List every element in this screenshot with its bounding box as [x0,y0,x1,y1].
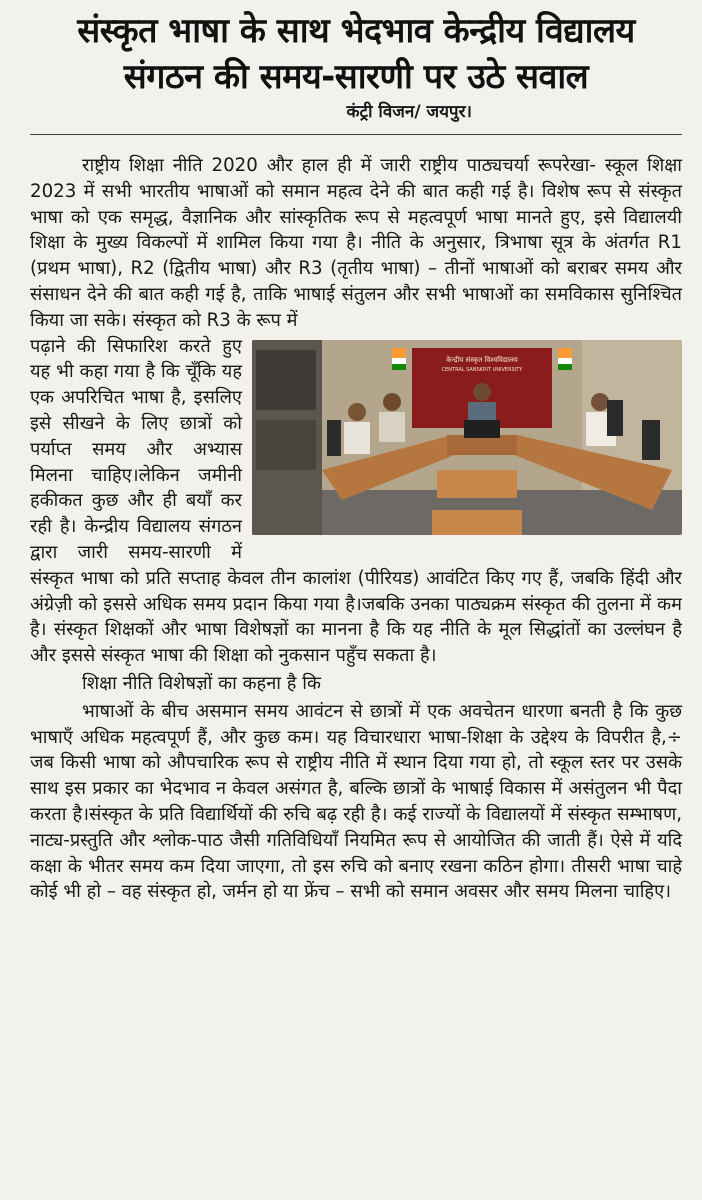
divider [30,134,682,135]
paragraph-1-top: राष्ट्रीय शिक्षा नीति 2020 और हाल ही में जारी राष्ट्रीय पाठ्यचर्या रूपरेखा- स्कूल शिक्षा 2023 में सभी भारतीय भाषाओं को समान महत्व देने की बात कही गई है। विशेष रूप से संस्कृत भाषा को एक समृद्ध, वैज्ञानिक और सांस्कृतिक रूप से महत्वपूर्ण भाषा मानते हुए, इसे विद्यालयी शिक्षा के मुख्य विकल्पों में शामिल किया गया है। नीति के अनुसार, त्रिभाषा सूत्र के अंतर्गत R1 (प्रथम भाषा), R2 (द्वितीय भाषा) और R3 (तृतीय भाषा) – तीनों भाषाओं को बराबर समय और संसाधन देने की बात कही गई है, ताकि भाषाई संतुलन और सभी भाषाओं का समविकास सुनिश्चित किया जा सके। संस्कृत को R3 के रूप में [30,155,682,331]
meeting-photo [252,340,682,535]
paragraph-2: शिक्षा नीति विशेषज्ञों का कहना है कि [82,672,321,694]
centre-table [437,470,517,498]
byline: कंट्री विजन/ जयपुर। [346,102,472,122]
photo-wrap-area [30,334,682,669]
meeting-photo-illustration [252,340,682,535]
paragraph-3: भाषाओं के बीच असमान समय आवंटन से छात्रों में एक अवचेतन धारणा बनती है कि कुछ भाषाएँ अधिक महत्वपूर्ण हैं, और कुछ कम। यह विचारधारा भाषा-शिक्षा के उद्देश्य के विपरीत है,÷ जब किसी भाषा को औपचारिक रूप से राष्ट्रीय नीति में स्थान दिया गया हो, तो स्कूल स्तर पर उसके साथ इस प्रकार का भेदभाव न केवल असंगत है, बल्कि छात्रों के भाषाई विकास में असंतुलन भी पैदा करता है।संस्कृत के प्रति विद्यार्थियों की रुचि बढ़ रही है। कई राज्यों के विद्यालयों में संस्कृत सम्भाषण, नाट्य-प्रस्तुति और श्लोक-पाठ जैसी गतिविधियाँ नियमित रूप से आयोजित की जाती हैं। ऐसे में यदि कक्षा के भीतर समय कम दिया जाएगा, तो इस रुचि को बनाए रखना कठिन होगा। तीसरी भाषा चाहे कोई भी हो – वह संस्कृत हो, जर्मन हो या फ्रेंच – सभी को समान अवसर और समय मिलना चाहिए। [30,700,682,903]
headline [30,0,682,100]
headline-line-1: संस्कृत भाषा के साथ भेदभाव केन्द्रीय विद्यालय [77,11,635,51]
banner-text: केन्द्रीय संस्कृत विश्वविद्यालय [446,355,518,364]
headline-line-2: संगठन की समय-सारणी पर उठे सवाल [123,57,589,97]
paragraph-1-wrap: पढ़ाने की सिफारिश करते हुए यह भी कहा गया है कि चूँकि यह एक अपरिचित भाषा है, इसलिए इसे सीखने के लिए छात्रों को पर्याप्त समय और अभ्यास मिलना चाहिए।लेकिन जमीनी हकीकत कुछ और ही बयाँ कर रही है। केन्द्रीय विद्यालय संगठन द्वारा जारी समय-सारणी में संस्कृत भाषा को प्रति सप्ताह केवल तीन कालांश (पीरियड) आवंटित किए गए हैं, जबकि हिंदी और अंग्रेज़ी को इससे अधिक समय प्रदान किया गया है।जबकि उनका पाठ्यक्रम संस्कृत की तुलना में कम है। संस्कृत शिक्षकों और भाषा विशेषज्ञों का मानना है कि यह नीति के मूल सिद्धांतों का उल्लंघन है और इससे संस्कृत भाषा की शिक्षा को नुकसान पहुँच सकता है। [30,335,682,667]
banner-subtext: CENTRAL SANSKRIT UNIVERSITY [441,366,523,373]
